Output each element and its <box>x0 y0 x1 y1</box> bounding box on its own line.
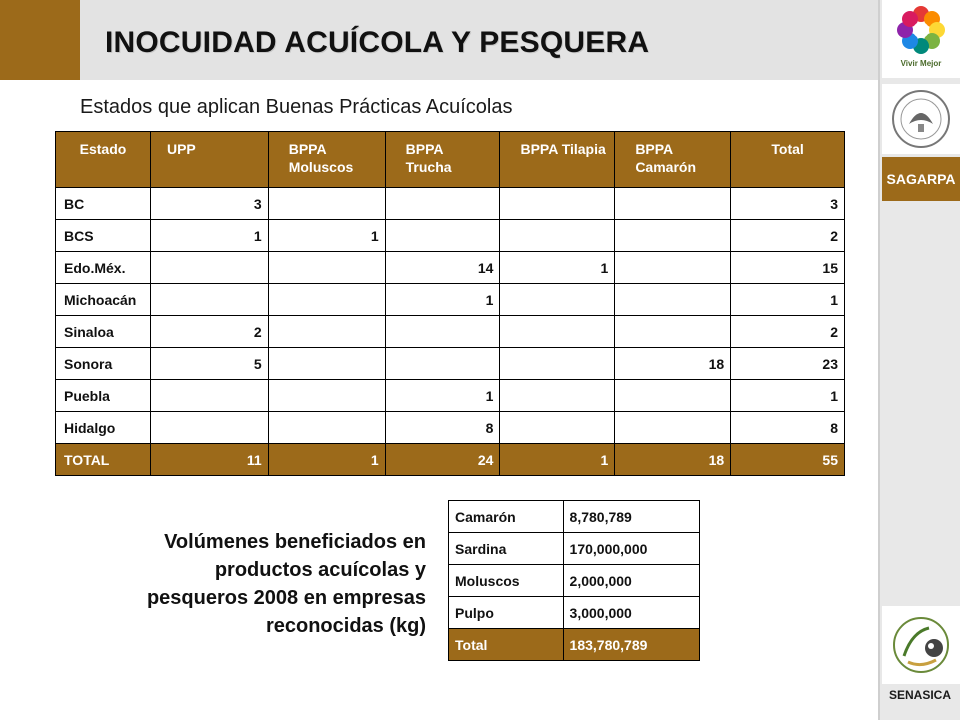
total-grand: 55 <box>731 444 845 476</box>
table-row <box>56 348 845 380</box>
cell-moluscos <box>268 284 385 316</box>
cell-upp: 1 <box>150 220 268 252</box>
table-row <box>56 188 845 220</box>
header-bppa-camaron: BPPA Camarón <box>615 132 731 188</box>
product-volume: 3,000,000 <box>563 597 699 629</box>
table-row <box>449 533 700 565</box>
product-volume: 8,780,789 <box>563 501 699 533</box>
cell-upp <box>150 412 268 444</box>
cell-tilapia <box>500 188 615 220</box>
flower-logo-icon <box>882 0 960 60</box>
table-header-row <box>56 132 845 188</box>
cell-estado: Hidalgo <box>56 412 151 444</box>
cell-camaron <box>615 252 731 284</box>
cell-estado: Puebla <box>56 380 151 412</box>
eagle-seal-icon <box>882 84 960 154</box>
volumes-total-row <box>449 629 700 661</box>
page-subtitle: Estados que aplican Buenas Prácticas Acuícolas <box>80 96 513 118</box>
cell-trucha: 1 <box>385 284 500 316</box>
table-row <box>56 316 845 348</box>
total-upp: 11 <box>150 444 268 476</box>
product-volume: 170,000,000 <box>563 533 699 565</box>
volumes-total-label: Total <box>449 629 564 661</box>
bppa-states-table <box>55 131 845 476</box>
cell-trucha <box>385 188 500 220</box>
cell-tilapia: 1 <box>500 252 615 284</box>
senasica-logo <box>882 606 960 684</box>
cell-trucha <box>385 348 500 380</box>
cell-camaron <box>615 220 731 252</box>
cell-tilapia <box>500 284 615 316</box>
total-moluscos: 1 <box>268 444 385 476</box>
cell-tilapia <box>500 412 615 444</box>
table-row <box>56 220 845 252</box>
total-camaron: 18 <box>615 444 731 476</box>
table-row <box>449 597 700 629</box>
cell-tilapia <box>500 220 615 252</box>
cell-estado: Sonora <box>56 348 151 380</box>
product-name: Camarón <box>449 501 564 533</box>
volumes-caption: Volúmenes beneficiados en productos acuícolas y pesqueros 2008 en empresas reconocidas (kg) <box>146 531 426 637</box>
cell-trucha: 8 <box>385 412 500 444</box>
volumes-total-value: 183,780,789 <box>563 629 699 661</box>
table-row <box>56 252 845 284</box>
senasica-label: SENASICA <box>888 688 951 702</box>
cell-moluscos <box>268 412 385 444</box>
senasica-emblem-icon <box>882 606 960 684</box>
vivir-mejor-logo <box>882 0 960 78</box>
national-seal <box>882 84 960 154</box>
header-estado: Estado <box>56 132 151 188</box>
cell-upp: 5 <box>150 348 268 380</box>
cell-upp <box>150 252 268 284</box>
page-title: INOCUIDAD ACUÍCOLA Y PESQUERA <box>105 26 650 59</box>
product-volume: 2,000,000 <box>563 565 699 597</box>
cell-total: 23 <box>731 348 845 380</box>
cell-total: 1 <box>731 284 845 316</box>
header-total: Total <box>731 132 845 188</box>
cell-trucha <box>385 316 500 348</box>
total-label: TOTAL <box>56 444 151 476</box>
cell-upp <box>150 380 268 412</box>
branding-sidebar <box>878 0 960 720</box>
cell-total: 2 <box>731 316 845 348</box>
cell-estado: Michoacán <box>56 284 151 316</box>
cell-total: 3 <box>731 188 845 220</box>
header-bppa-moluscos: BPPA Moluscos <box>268 132 385 188</box>
cell-upp: 2 <box>150 316 268 348</box>
cell-camaron: 18 <box>615 348 731 380</box>
header-bppa-trucha: BPPA Trucha <box>385 132 500 188</box>
cell-moluscos <box>268 348 385 380</box>
product-name: Sardina <box>449 533 564 565</box>
cell-estado: BC <box>56 188 151 220</box>
cell-total: 8 <box>731 412 845 444</box>
total-tilapia: 1 <box>500 444 615 476</box>
table-row <box>449 565 700 597</box>
total-trucha: 24 <box>385 444 500 476</box>
cell-moluscos <box>268 380 385 412</box>
table-total-row <box>56 444 845 476</box>
cell-moluscos <box>268 188 385 220</box>
cell-camaron <box>615 380 731 412</box>
cell-camaron <box>615 316 731 348</box>
cell-estado: BCS <box>56 220 151 252</box>
cell-moluscos: 1 <box>268 220 385 252</box>
header-bppa-tilapia: BPPA Tilapia <box>500 132 615 188</box>
header-accent-block <box>0 0 80 80</box>
cell-camaron <box>615 412 731 444</box>
cell-total: 2 <box>731 220 845 252</box>
cell-trucha: 14 <box>385 252 500 284</box>
cell-trucha: 1 <box>385 380 500 412</box>
cell-tilapia <box>500 380 615 412</box>
cell-total: 1 <box>731 380 845 412</box>
cell-moluscos <box>268 316 385 348</box>
cell-estado: Sinaloa <box>56 316 151 348</box>
cell-estado: Edo.Méx. <box>56 252 151 284</box>
cell-upp <box>150 284 268 316</box>
product-name: Moluscos <box>449 565 564 597</box>
table-row <box>56 412 845 444</box>
cell-moluscos <box>268 252 385 284</box>
header-upp: UPP <box>150 132 268 188</box>
cell-tilapia <box>500 348 615 380</box>
table-row <box>56 380 845 412</box>
cell-trucha <box>385 220 500 252</box>
cell-total: 15 <box>731 252 845 284</box>
cell-camaron <box>615 188 731 220</box>
product-name: Pulpo <box>449 597 564 629</box>
sagarpa-label: SAGARPA <box>882 157 960 201</box>
cell-tilapia <box>500 316 615 348</box>
logo-label: Vivir Mejor <box>900 59 942 68</box>
cell-upp: 3 <box>150 188 268 220</box>
volumes-table <box>448 500 700 661</box>
table-row <box>449 501 700 533</box>
table-row <box>56 284 845 316</box>
cell-camaron <box>615 284 731 316</box>
